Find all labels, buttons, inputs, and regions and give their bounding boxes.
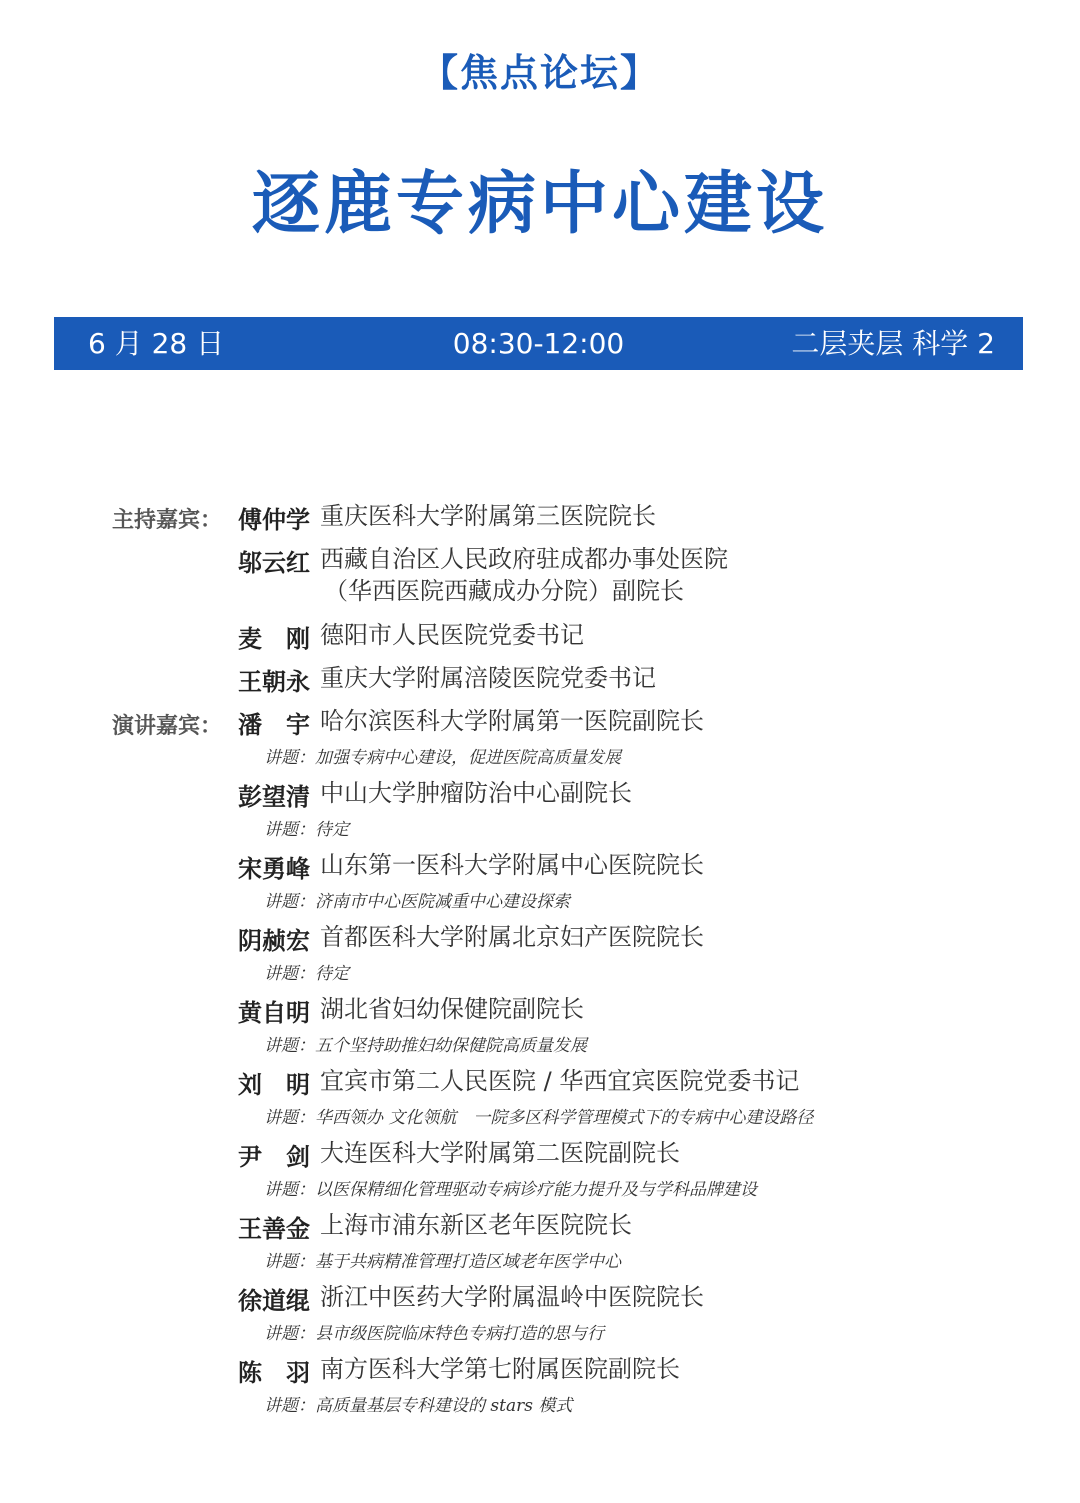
speaker-name: 刘 明 bbox=[238, 1071, 310, 1099]
speaker-name: 阴赪宏 bbox=[238, 927, 310, 955]
topic-text: 待定 bbox=[315, 964, 349, 984]
speaker-name: 宋勇峰 bbox=[238, 855, 310, 883]
host-entry bbox=[238, 619, 584, 654]
topic-text: 济南市中心医院减重中心建设探索 bbox=[315, 892, 570, 912]
host-affiliation: 西藏自治区人民政府驻成都办事处医院 bbox=[320, 545, 728, 573]
speaker-affiliation: 南方医科大学第七附属医院副院长 bbox=[320, 1355, 680, 1383]
host-entry bbox=[238, 500, 656, 535]
speaker-affiliation: 中山大学肿瘤防治中心副院长 bbox=[320, 779, 632, 807]
speaker-name: 黄自明 bbox=[238, 999, 310, 1027]
session-info-bar bbox=[54, 317, 1023, 370]
topic-text: 待定 bbox=[315, 820, 349, 840]
host-affiliation-block bbox=[320, 543, 728, 607]
session-date: 6 月 28 日 bbox=[88, 327, 225, 360]
topic-text: 高质量基层专科建设的 stars 模式 bbox=[315, 1396, 573, 1416]
speaker-name: 彭望清 bbox=[238, 783, 310, 811]
speakers-label: 演讲嘉宾： bbox=[112, 714, 223, 739]
host-affiliation-line2: （华西医院西藏成办分院）副院长 bbox=[324, 577, 684, 605]
speaker-topic bbox=[264, 1031, 587, 1056]
speaker-topic bbox=[264, 1103, 813, 1128]
speaker-name: 潘 宇 bbox=[238, 711, 310, 739]
host-affiliation: 重庆医科大学附属第三医院院长 bbox=[320, 502, 656, 530]
speaker-affiliation: 上海市浦东新区老年医院院长 bbox=[320, 1211, 632, 1239]
topic-text: 加强专病中心建设，促进医院高质量发展 bbox=[315, 748, 621, 768]
speaker-name: 徐道绲 bbox=[238, 1287, 310, 1315]
speaker-affiliation: 山东第一医科大学附属中心医院院长 bbox=[320, 851, 704, 879]
speaker-topic bbox=[264, 1175, 757, 1200]
speaker-affiliation: 哈尔滨医科大学附属第一医院副院长 bbox=[320, 707, 704, 735]
topic-prefix: 讲题： bbox=[264, 1252, 315, 1272]
speaker-affiliation: 大连医科大学附属第二医院副院长 bbox=[320, 1139, 680, 1167]
speaker-affiliation: 浙江中医药大学附属温岭中医院院长 bbox=[320, 1283, 704, 1311]
topic-prefix: 讲题： bbox=[264, 1324, 315, 1344]
page-title: 逐鹿专病中心建设 bbox=[251, 165, 828, 244]
topic-prefix: 讲题： bbox=[264, 1036, 315, 1056]
speaker-name: 王善金 bbox=[238, 1215, 310, 1243]
topic-prefix: 讲题： bbox=[264, 1108, 315, 1128]
host-entry bbox=[238, 662, 656, 697]
topic-prefix: 讲题： bbox=[264, 964, 315, 984]
speaker-entry bbox=[238, 777, 632, 812]
speaker-topic bbox=[264, 743, 621, 768]
host-entry bbox=[238, 543, 728, 607]
speaker-name: 陈 羽 bbox=[238, 1359, 310, 1387]
topic-text: 华西领办 文化领航 一院多区科学管理模式下的专病中心建设路径 bbox=[315, 1108, 814, 1128]
speaker-topic bbox=[264, 1247, 621, 1272]
topic-prefix: 讲题： bbox=[264, 1180, 315, 1200]
topic-prefix: 讲题： bbox=[264, 1396, 315, 1416]
host-affiliation: 德阳市人民医院党委书记 bbox=[320, 621, 584, 649]
topic-text: 以医保精细化管理驱动专病诊疗能力提升及与学科品牌建设 bbox=[315, 1180, 757, 1200]
speaker-affiliation: 宜宾市第二人民医院 / 华西宜宾医院党委书记 bbox=[320, 1067, 800, 1095]
speaker-affiliation: 首都医科大学附属北京妇产医院院长 bbox=[320, 923, 704, 951]
speaker-entry bbox=[238, 849, 704, 884]
speaker-entry bbox=[238, 1065, 799, 1100]
speaker-entry bbox=[238, 705, 704, 740]
speaker-topic bbox=[264, 1319, 604, 1344]
speaker-topic bbox=[264, 959, 349, 984]
speaker-name: 尹 剑 bbox=[238, 1143, 310, 1171]
speaker-entry bbox=[238, 1281, 704, 1316]
topic-prefix: 讲题： bbox=[264, 892, 315, 912]
speaker-topic bbox=[264, 1391, 572, 1416]
forum-tag: 【焦点论坛】 bbox=[419, 51, 660, 95]
host-name: 麦 刚 bbox=[238, 625, 310, 653]
hosts-label: 主持嘉宾： bbox=[112, 508, 223, 533]
topic-text: 县市级医院临床特色专病打造的思与行 bbox=[315, 1324, 604, 1344]
speaker-topic bbox=[264, 887, 570, 912]
speaker-entry bbox=[238, 921, 704, 956]
session-time: 08:30-12:00 bbox=[452, 327, 625, 360]
host-affiliation: 重庆大学附属涪陵医院党委书记 bbox=[320, 664, 656, 692]
host-name: 傅仲学 bbox=[238, 506, 310, 534]
session-room: 二层夹层 科学 2 bbox=[791, 327, 995, 360]
host-name: 邬云红 bbox=[238, 549, 310, 577]
topic-prefix: 讲题： bbox=[264, 748, 315, 768]
host-name: 王朝永 bbox=[238, 668, 310, 696]
topic-prefix: 讲题： bbox=[264, 820, 315, 840]
speaker-entry bbox=[238, 1353, 680, 1388]
topic-text: 五个坚持助推妇幼保健院高质量发展 bbox=[315, 1036, 587, 1056]
topic-text: 基于共病精准管理打造区域老年医学中心 bbox=[315, 1252, 621, 1272]
speaker-entry bbox=[238, 1209, 632, 1244]
speaker-entry bbox=[238, 1137, 680, 1172]
speaker-affiliation: 湖北省妇幼保健院副院长 bbox=[320, 995, 584, 1023]
speaker-entry bbox=[238, 993, 584, 1028]
speaker-topic bbox=[264, 815, 349, 840]
